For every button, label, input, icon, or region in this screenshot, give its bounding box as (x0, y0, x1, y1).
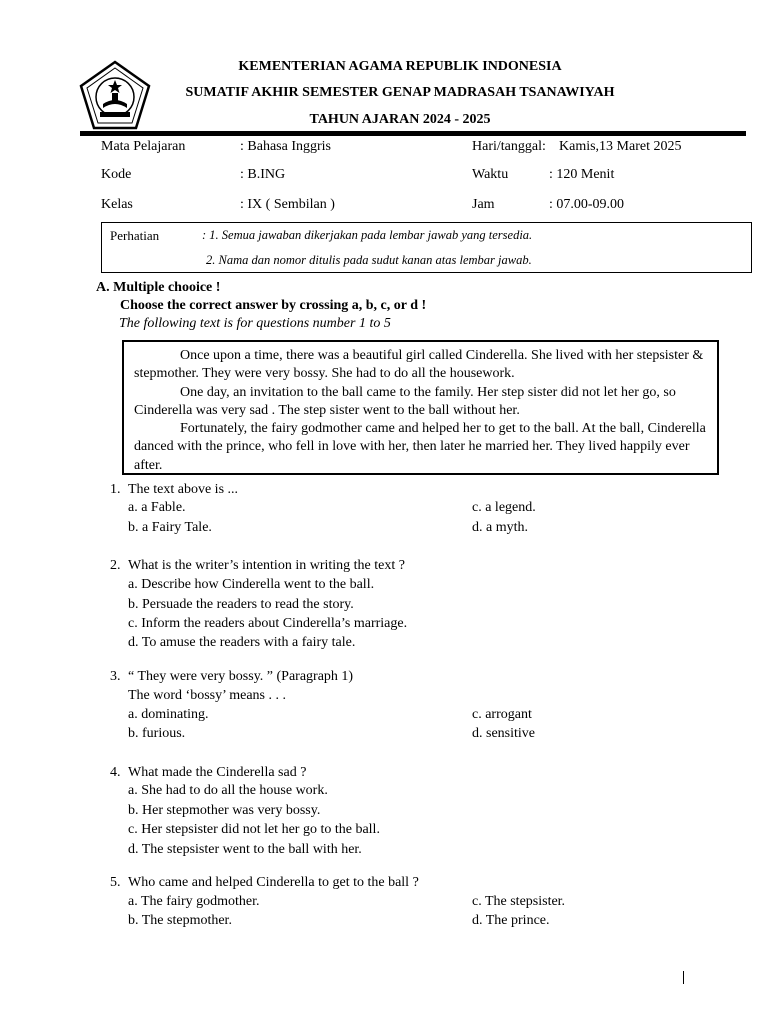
subject-label: Mata Pelajaran (101, 139, 186, 154)
subject-value: : Bahasa Inggris (240, 139, 331, 154)
question-5-option-c: c. The stepsister. (472, 894, 566, 909)
header-ministry: KEMENTERIAN AGAMA REPUBLIK INDONESIA (238, 59, 562, 74)
question-4-option-d: d. The stepsister went to the ball with her. (128, 842, 362, 857)
question-1-option-d: d. a myth. (472, 520, 528, 535)
section-title: A. Multiple chooice ! (96, 280, 221, 295)
question-2-option-d: d. To amuse the readers with a fairy tale. (128, 635, 356, 650)
passage-paragraph-1: Once upon a time, there was a beautiful girl called Cinderella. She lived with her stepsister & stepmother. They were very bossy. She had to do all the housework. (134, 348, 704, 382)
question-3-option-c: c. arrogant (472, 707, 532, 722)
notice-item-2: 2. Nama dan nomor ditulis pada sudut kanan atas lembar jawab. (206, 253, 532, 267)
question-4-text: What made the Cinderella sad ? (128, 765, 307, 780)
class-value: : IX ( Sembilan ) (240, 197, 335, 212)
reading-passage (122, 340, 719, 475)
header-year: TAHUN AJARAN 2024 - 2025 (309, 112, 491, 127)
question-1-number: 1. (110, 482, 121, 497)
question-5-option-b: b. The stepmother. (128, 913, 232, 928)
code-value: : B.ING (240, 167, 286, 182)
question-2-option-b: b. Persuade the readers to read the story. (128, 597, 354, 612)
question-1-option-a: a. a Fable. (128, 500, 186, 515)
passage-paragraph-2: One day, an invitation to the ball came to the family. Her step sister did not let her go, so Cinderella was very sad . The step sister went to the ball without her. (134, 384, 676, 418)
question-1-option-b: b. a Fairy Tale. (128, 520, 212, 535)
notice-box (101, 222, 752, 273)
question-1-text: The text above is ... (128, 482, 239, 497)
question-4-option-b: b. Her stepmother was very bossy. (128, 803, 321, 818)
header-divider (80, 131, 746, 136)
header-exam-title: SUMATIF AKHIR SEMESTER GENAP MADRASAH TSANAWIYAH (185, 85, 615, 100)
section-instruction: Choose the correct answer by crossing a, b, c, or d ! (120, 298, 427, 313)
question-3-option-a: a. dominating. (128, 707, 209, 722)
time-label: Waktu (472, 167, 509, 182)
question-2-number: 2. (110, 558, 121, 573)
question-4-number: 4. (110, 765, 121, 780)
passage-paragraph-3: Fortunately, the fairy godmother came and helped her to get to the ball. At the ball, Cinderella danced with the prince, who fell in love with her, then later he married her. They lived happily ever after. (134, 421, 706, 473)
question-5-text: Who came and helped Cinderella to get to the ball ? (128, 875, 419, 890)
time-value: : 120 Menit (549, 167, 615, 182)
section-note: The following text is for questions number 1 to 5 (119, 316, 391, 331)
question-2-option-c: c. Inform the readers about Cinderella’s marriage. (128, 616, 408, 631)
question-4-option-c: c. Her stepsister did not let her go to the ball. (128, 822, 380, 837)
hour-value: : 07.00-09.00 (549, 197, 625, 212)
question-3-option-b: b. furious. (128, 726, 186, 741)
question-5-option-d: d. The prince. (472, 913, 550, 928)
notice-item-1: : 1. Semua jawaban dikerjakan pada lembar jawab yang tersedia. (202, 228, 533, 242)
question-3-option-d: d. sensitive (472, 726, 535, 741)
class-label: Kelas (101, 197, 133, 212)
hour-label: Jam (472, 197, 495, 212)
question-2-option-a: a. Describe how Cinderella went to the ball. (128, 577, 375, 592)
date-value: Kamis,13 Maret 2025 (559, 139, 682, 154)
page-marker (683, 971, 684, 984)
question-2-text: What is the writer’s intention in writing the text ? (128, 558, 405, 573)
question-3-number: 3. (110, 669, 121, 684)
question-5-number: 5. (110, 875, 121, 890)
question-3-text: “ They were very bossy. ” (Paragraph 1) (128, 669, 354, 684)
question-5-option-a: a. The fairy godmother. (128, 894, 260, 909)
code-label: Kode (101, 167, 132, 182)
date-label: Hari/tanggal: (472, 139, 546, 154)
question-1-option-c: c. a legend. (472, 500, 536, 515)
question-4-option-a: a. She had to do all the house work. (128, 783, 328, 798)
question-3-text-2: The word ‘bossy’ means . . . (128, 688, 286, 703)
notice-label: Perhatian (110, 228, 160, 243)
